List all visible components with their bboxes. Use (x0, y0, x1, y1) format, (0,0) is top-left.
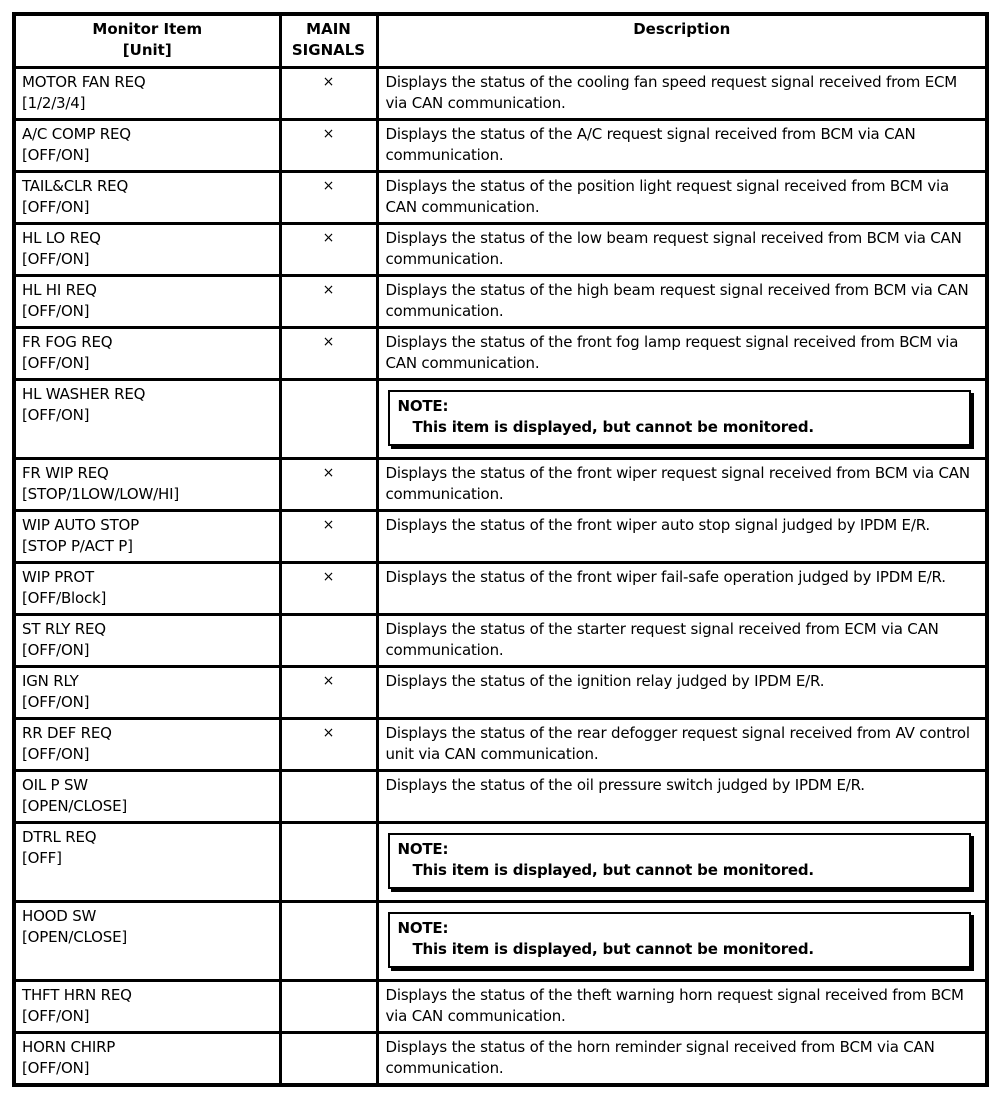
monitor-item-cell (14, 328, 280, 380)
monitor-item-unit: [OFF/ON] (22, 1059, 90, 1077)
description-text: Displays the status of the front fog lamp request signal received from BCM via CAN communication. (385, 333, 959, 372)
table-row (14, 224, 987, 276)
table-row (14, 1033, 987, 1085)
monitor-item-unit: [OFF] (22, 849, 62, 867)
note-text: This item is displayed, but cannot be monitored. (412, 861, 814, 879)
description-cell (377, 224, 987, 276)
description-text: Displays the status of the high beam request signal received from BCM via CAN communication. (385, 281, 969, 320)
description-text: Displays the status of the front wiper auto stop signal judged by IPDM E/R. (385, 516, 930, 534)
monitor-item-name: HL HI REQ (22, 281, 97, 299)
table-row (14, 719, 987, 771)
description-cell (377, 459, 987, 511)
monitor-item-cell (14, 68, 280, 120)
table-row (14, 981, 987, 1033)
description-cell (377, 615, 987, 667)
main-signals-cell (280, 120, 377, 172)
note-label: NOTE: (397, 919, 449, 937)
description-cell (377, 276, 987, 328)
header-main-signals-line2: SIGNALS (291, 41, 366, 59)
monitor-item-cell (14, 172, 280, 224)
main-signals-cell (280, 719, 377, 771)
description-cell (377, 771, 987, 823)
monitor-item-name: WIP PROT (22, 568, 94, 586)
main-signals-cell (280, 1033, 377, 1085)
monitor-item-cell (14, 902, 280, 981)
monitor-item-cell (14, 459, 280, 511)
main-signals-cell (280, 563, 377, 615)
description-text: Displays the status of the horn reminder signal received from BCM via CAN communication. (385, 1038, 935, 1077)
monitor-item-unit: [OFF/ON] (22, 354, 90, 372)
note-text: This item is displayed, but cannot be monitored. (412, 940, 814, 958)
table-row (14, 667, 987, 719)
description-text: Displays the status of the front wiper fail-safe operation judged by IPDM E/R. (385, 568, 946, 586)
monitor-item-cell (14, 511, 280, 563)
description-cell (377, 380, 987, 459)
monitor-item-cell (14, 667, 280, 719)
description-cell (377, 328, 987, 380)
description-cell (377, 68, 987, 120)
description-cell (377, 120, 987, 172)
monitor-item-unit: [OFF/ON] (22, 745, 90, 763)
main-signal-mark: × (322, 126, 335, 142)
monitor-item-name: RR DEF REQ (22, 724, 112, 742)
note-text: This item is displayed, but cannot be monitored. (412, 418, 814, 436)
main-signal-mark: × (322, 569, 335, 585)
monitor-item-unit: [1/2/3/4] (22, 94, 86, 112)
monitor-item-unit: [OPEN/CLOSE] (22, 928, 128, 946)
table-row (14, 380, 987, 459)
description-text: Displays the status of the oil pressure switch judged by IPDM E/R. (385, 776, 865, 794)
main-signal-mark: × (322, 74, 335, 90)
description-cell (377, 667, 987, 719)
table-row (14, 328, 987, 380)
description-text: Displays the status of the starter request signal received from ECM via CAN communication. (385, 620, 939, 659)
main-signals-cell (280, 276, 377, 328)
note-label: NOTE: (397, 397, 449, 415)
note-box (388, 390, 972, 446)
main-signals-cell (280, 981, 377, 1033)
monitor-item-cell (14, 120, 280, 172)
monitor-item-unit: [OFF/ON] (22, 146, 90, 164)
note-box (388, 912, 972, 968)
description-text: Displays the status of the cooling fan speed request signal received from ECM via CAN communication. (385, 73, 957, 112)
description-text: Displays the status of the front wiper request signal received from BCM via CAN communication. (385, 464, 970, 503)
note-label: NOTE: (397, 840, 449, 858)
monitor-item-cell (14, 981, 280, 1033)
monitor-item-name: A/C COMP REQ (22, 125, 131, 143)
description-text: Displays the status of the A/C request signal received from BCM via CAN communication. (385, 125, 916, 164)
monitor-item-unit: [OFF/ON] (22, 1007, 90, 1025)
monitor-item-unit: [OFF/ON] (22, 198, 90, 216)
main-signals-cell (280, 68, 377, 120)
monitor-item-cell (14, 224, 280, 276)
monitor-item-unit: [OPEN/CLOSE] (22, 797, 128, 815)
monitor-item-name: HL LO REQ (22, 229, 101, 247)
monitor-item-cell (14, 823, 280, 902)
table-row (14, 511, 987, 563)
main-signals-cell (280, 902, 377, 981)
monitor-item-unit: [OFF/ON] (22, 693, 90, 711)
monitor-item-cell (14, 615, 280, 667)
main-signal-mark: × (322, 673, 335, 689)
monitor-item-name: FR WIP REQ (22, 464, 109, 482)
header-main-signals-line1: MAIN (306, 20, 351, 38)
monitor-item-cell (14, 1033, 280, 1085)
table-row (14, 615, 987, 667)
main-signal-mark: × (322, 230, 335, 246)
header-monitor-item-line2: [Unit] (122, 41, 172, 59)
description-text: Displays the status of the ignition relay judged by IPDM E/R. (385, 672, 825, 690)
monitor-item-unit: [OFF/ON] (22, 302, 90, 320)
monitor-item-name: ST RLY REQ (22, 620, 106, 638)
description-cell (377, 563, 987, 615)
monitor-item-name: DTRL REQ (22, 828, 97, 846)
table-row (14, 902, 987, 981)
main-signals-cell (280, 380, 377, 459)
monitor-item-name: THFT HRN REQ (22, 986, 132, 1004)
monitor-item-name: OIL P SW (22, 776, 88, 794)
monitor-item-name: HORN CHIRP (22, 1038, 116, 1056)
monitor-item-cell (14, 276, 280, 328)
main-signals-cell (280, 172, 377, 224)
description-text: Displays the status of the rear defogger request signal received from AV control unit via CAN communication. (385, 724, 970, 763)
table-row (14, 120, 987, 172)
table-row (14, 823, 987, 902)
monitor-item-cell (14, 719, 280, 771)
description-text: Displays the status of the position light request signal received from BCM via CAN communication. (385, 177, 949, 216)
header-monitor-item (14, 14, 280, 68)
monitor-item-unit: [OFF/ON] (22, 641, 90, 659)
table-body (14, 68, 987, 1085)
monitor-item-name: MOTOR FAN REQ (22, 73, 146, 91)
table-header (14, 14, 987, 68)
monitor-items-table (12, 12, 989, 1087)
note-box (388, 833, 972, 889)
main-signals-cell (280, 615, 377, 667)
main-signal-mark: × (322, 178, 335, 194)
main-signal-mark: × (322, 334, 335, 350)
description-cell (377, 902, 987, 981)
description-cell (377, 719, 987, 771)
monitor-item-cell (14, 563, 280, 615)
main-signals-cell (280, 459, 377, 511)
main-signals-cell (280, 771, 377, 823)
description-cell (377, 1033, 987, 1085)
description-text: Displays the status of the theft warning horn request signal received from BCM via CAN communication. (385, 986, 964, 1025)
table-row (14, 172, 987, 224)
description-cell (377, 511, 987, 563)
monitor-item-name: IGN RLY (22, 672, 79, 690)
monitor-item-name: WIP AUTO STOP (22, 516, 139, 534)
description-text: Displays the status of the low beam request signal received from BCM via CAN communication. (385, 229, 962, 268)
monitor-item-name: HL WASHER REQ (22, 385, 146, 403)
monitor-item-unit: [STOP P/ACT P] (22, 537, 133, 555)
header-monitor-item-line1: Monitor Item (92, 20, 203, 38)
table-row (14, 563, 987, 615)
monitor-item-name: HOOD SW (22, 907, 97, 925)
monitor-item-unit: [OFF/ON] (22, 406, 90, 424)
header-main-signals (280, 14, 377, 68)
main-signal-mark: × (322, 282, 335, 298)
table-row (14, 276, 987, 328)
header-description: Description (377, 14, 987, 68)
monitor-item-cell (14, 380, 280, 459)
description-cell (377, 981, 987, 1033)
description-cell (377, 172, 987, 224)
main-signals-cell (280, 511, 377, 563)
monitor-item-unit: [OFF/Block] (22, 589, 107, 607)
table-row (14, 68, 987, 120)
main-signals-cell (280, 224, 377, 276)
main-signals-cell (280, 667, 377, 719)
monitor-item-name: TAIL&CLR REQ (22, 177, 129, 195)
monitor-item-name: FR FOG REQ (22, 333, 113, 351)
table-row (14, 771, 987, 823)
main-signal-mark: × (322, 517, 335, 533)
monitor-item-unit: [STOP/1LOW/LOW/HI] (22, 485, 179, 503)
header-row (14, 14, 987, 68)
monitor-item-unit: [OFF/ON] (22, 250, 90, 268)
main-signals-cell (280, 823, 377, 902)
main-signal-mark: × (322, 725, 335, 741)
description-cell (377, 823, 987, 902)
monitor-item-cell (14, 771, 280, 823)
table-row (14, 459, 987, 511)
main-signal-mark: × (322, 465, 335, 481)
main-signals-cell (280, 328, 377, 380)
